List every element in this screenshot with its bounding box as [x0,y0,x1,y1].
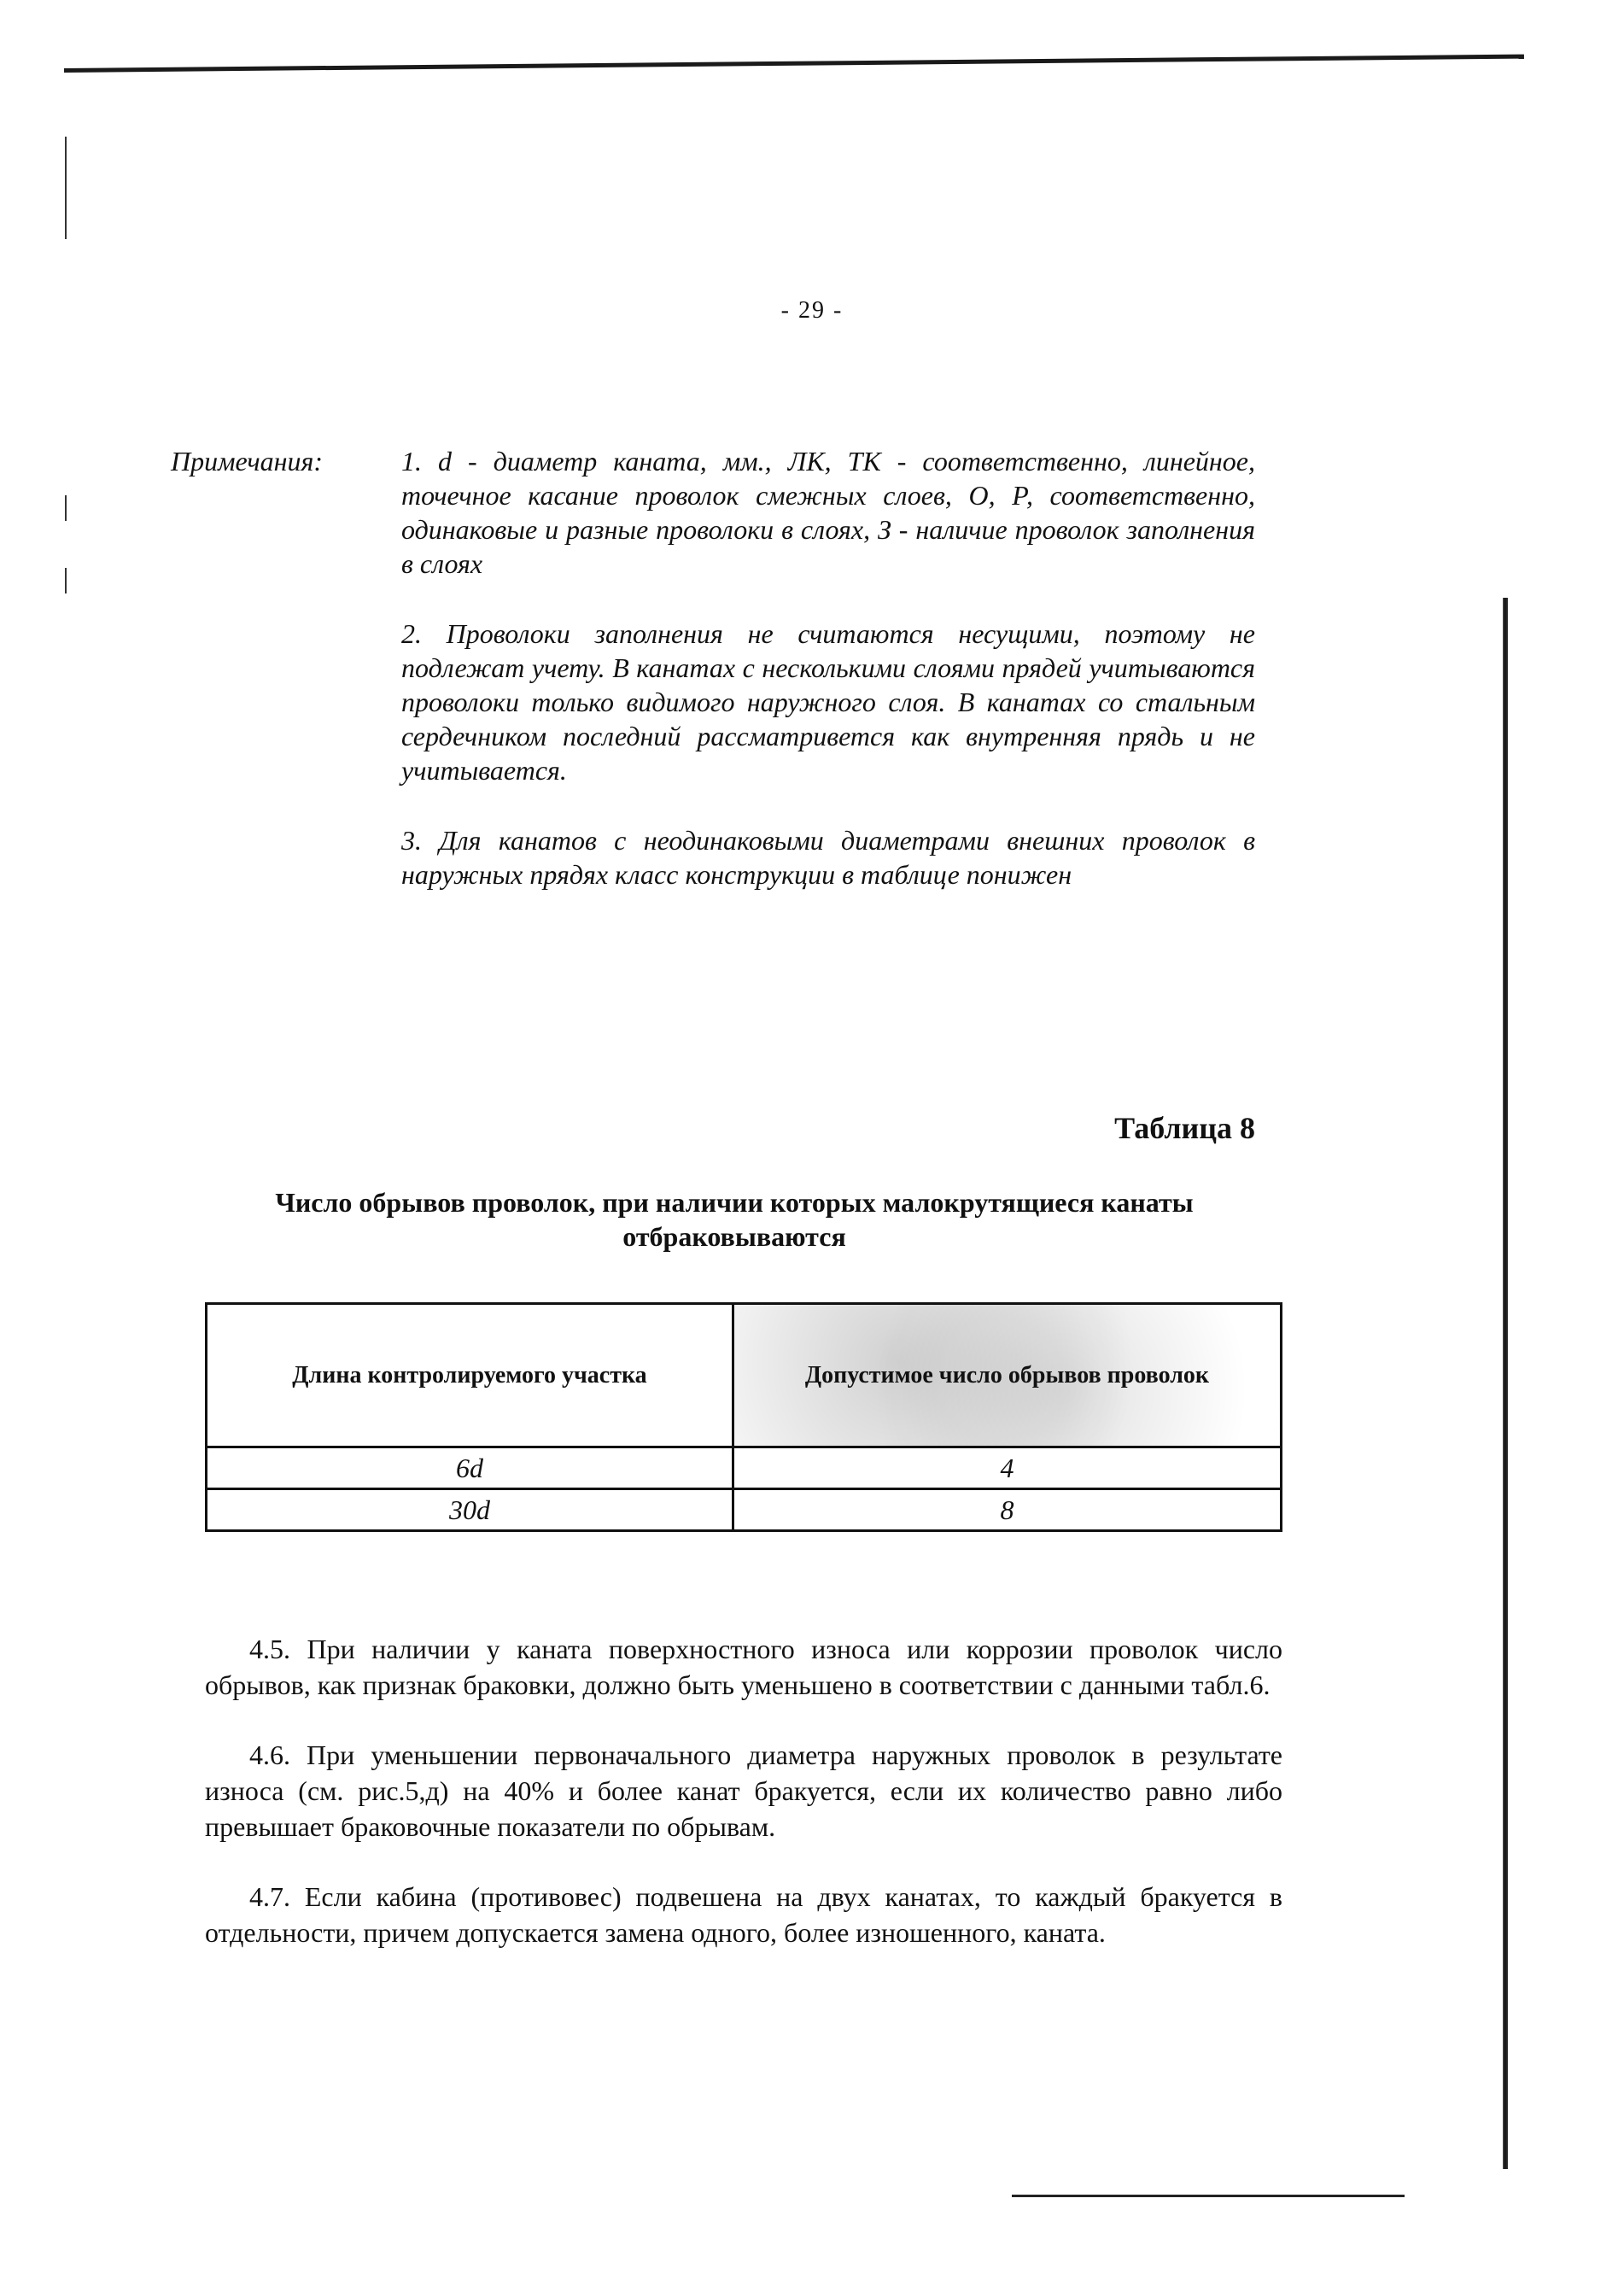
body-text [205,1631,1282,1985]
right-scan-edge [1503,598,1508,2169]
column-header-length: Длина контролируемого участка [207,1304,733,1447]
note-text: 1. d - диаметр каната, мм., ЛК, ТК - соответственно, линейное, точечное касание проволок смежных слоев, О, Р, соответственно, одинаковые и разные проволоки в слоях, З - наличие проволок заполнения в слоях [401,446,1255,579]
page-number: - 29 - [780,297,844,324]
note-1 [171,444,1255,581]
table-cell: 4 [733,1447,1281,1489]
paragraph-4-6: 4.6. При уменьшении первоначального диаметра наружных проволок в результате износа (см. рис.5,д) на 40% и более канат бракуется, если их количество равно либо превышает браковочные показатели по обрывам. [205,1739,1282,1842]
left-margin-mark [65,568,67,593]
note-text: 3. Для канатов с неодинаковыми диаметрами внешних проволок в наружных прядях класс конструкции в таблице понижен [401,825,1255,890]
note-2 [171,617,1255,787]
table-8 [205,1302,1282,1532]
table-caption: Таблица 8 [1114,1111,1255,1145]
table-row [207,1489,1282,1531]
table-cell: 30d [207,1489,733,1531]
note-3 [171,823,1255,892]
left-margin-mark [65,495,67,521]
table-title: Число обрывов проволок, при наличии которых малокрутящиеся канаты отбраковываются [275,1187,1194,1252]
column-header-breaks: Допустимое число обрывов проволок [733,1304,1281,1447]
table-cell: 6d [207,1447,733,1489]
note-text: 2. Проволоки заполнения не считаются несущими, поэтому не подлежат учету. В канатах с несколькими слоями прядей учитываются проволоки только видимого наружного слоя. В канатах со стальным сердечником последний рассматривется как внутренняя прядь и не учитывается. [401,618,1255,786]
paragraph-4-5: 4.5. При наличии у каната поверхностного износа или коррозии проволок число обрывов, как признак браковки, должно быть уменьшено в соответствии с данными табл.6. [205,1634,1282,1700]
table-cell: 8 [733,1489,1281,1531]
table-row [207,1447,1282,1489]
table-header-row [207,1304,1282,1447]
bottom-rule [1012,2195,1405,2197]
paragraph-4-7: 4.7. Если кабина (противовес) подвешена на двух канатах, то каждый бракуется в отдельности, причем допускается замена одного, более изношенного, каната. [205,1881,1282,1948]
notes-label: Примечания: [171,446,323,476]
left-margin-mark [65,137,67,239]
notes-section [171,444,1255,927]
top-rule [64,55,1524,73]
